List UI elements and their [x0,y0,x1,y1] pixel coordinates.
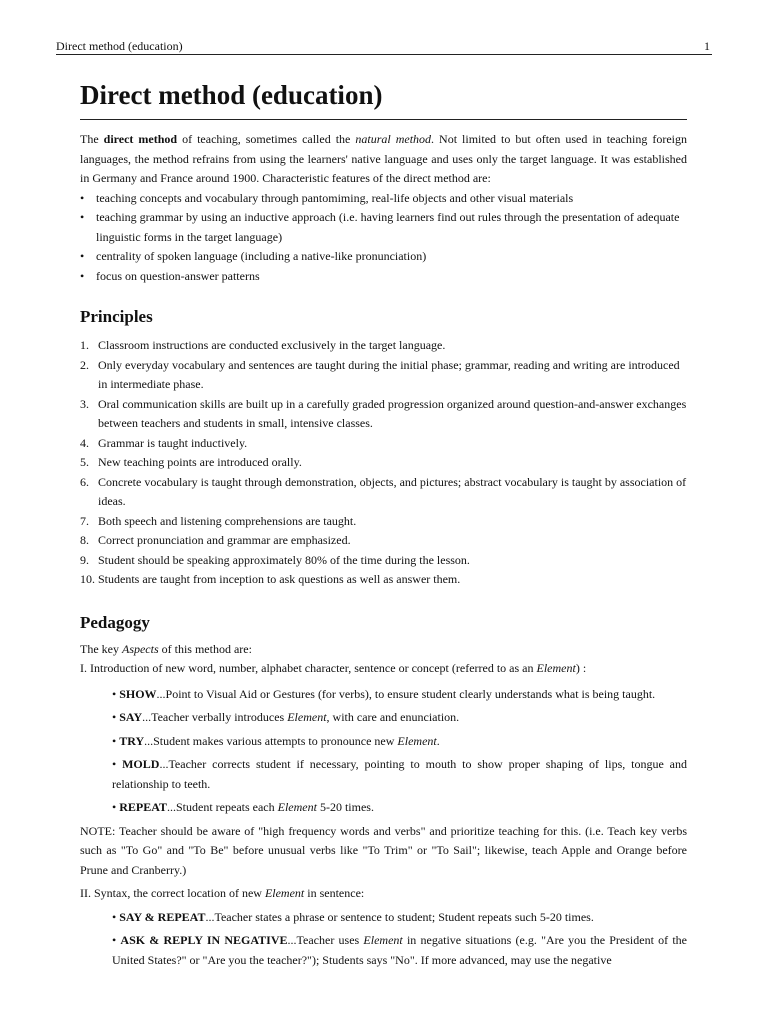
list-item: • centrality of spoken language (including a native-like pronunciation) [80,247,687,267]
step-say: • SAY...Teacher verbally introduces Element, with care and enunciation. [112,710,460,724]
page-title: Direct method (education) [80,78,687,120]
pedagogy-note: NOTE: Teacher should be aware of "high frequency words and verbs" and prioritize teaching for this. (i.e. Teach key verbs such as "To Go" and "To Be" before unusual verbs like "To Trim" or "To Sail"; likewise, teach Apple and Orange before Prune and Cranberry.) [80,823,687,877]
step-show: • SHOW...Point to Visual Aid or Gestures (for verbs), to ensure student clearly understands what is being taught. [112,686,656,701]
pedagogy-key-aspects: The key Aspects of this method are: [80,641,252,656]
step-repeat: • REPEAT...Student repeats each Element 5-20 times. [112,800,374,814]
intro-text-1: The [80,132,104,146]
list-item: 3. Oral communication skills are built up in a carefully graded progression organized around question-and-answer exchanges between teachers and students in small, intensive classes. [80,396,687,430]
step-ask-reply-negative: • ASK & REPLY IN NEGATIVE...Teacher uses Element in negative situations (e.g. "Are you the President of the United States?" or "Are you the teacher?"); Students says "No". If more advanced, may use the negative [112,933,687,967]
intro-alt-term: natural method [355,132,432,146]
principles-heading: Principles [80,307,153,326]
intro-term: direct method [103,132,178,146]
pedagogy-section-two: II. Syntax, the correct location of new Element in sentence: [80,886,365,900]
list-item: 6. Concrete vocabulary is taught through demonstration, objects, and pictures; abstract vocabulary is taught by association of ideas. [80,474,687,508]
intro-text-2: of teaching, sometimes called the [177,132,356,146]
running-title: Direct method (education) [56,39,183,53]
intro-text-3: . Not limited to but often used in teaching foreign languages, the method refrains from using the learners' native language and uses only the target language. It was established in Germany and France around 1900. Characteristic features of the direct method are: [80,132,687,185]
list-item: 9. Student should be speaking approximately 80% of the time during the lesson. [80,552,470,567]
step-mold: • MOLD...Teacher corrects student if necessary, pointing to mouth to show proper shaping of lips, tongue and relationship to teeth. [112,757,688,791]
list-item: • focus on question-answer patterns [80,267,687,287]
pedagogy-section-one: I. Introduction of new word, number, alphabet character, sentence or concept (referred to as an Element) : [80,661,587,675]
principles-list [80,336,687,590]
features-list [80,189,687,287]
running-header [56,38,712,55]
list-item: • teaching grammar by using an inductive approach (i.e. having learners find out rules through the presentation of adequate linguistic forms in the target language) [80,208,687,247]
page-number: 1 [704,39,710,53]
list-item: 5. New teaching points are introduced orally. [80,455,302,469]
list-item: • teaching concepts and vocabulary through pantomiming, real-life objects and other visual materials [80,189,687,209]
list-item: 8. Correct pronunciation and grammar are emphasized. [80,533,351,547]
intro-paragraph [80,130,687,189]
pedagogy-heading: Pedagogy [80,612,150,632]
list-item: 2. Only everyday vocabulary and sentences are taught during the initial phase; grammar, reading and writing are introduced in intermediate phase. [80,357,680,391]
list-item: 7. Both speech and listening comprehensions are taught. [80,513,357,528]
step-say-repeat: • SAY & REPEAT...Teacher states a phrase or sentence to student; Student repeats such 5-20 times. [112,909,594,924]
step-try: • TRY...Student makes various attempts to pronounce new Element. [112,733,440,748]
list-item: 4. Grammar is taught inductively. [80,435,248,450]
list-item: 10. Students are taught from inception to ask questions as well as answer them. [80,572,461,586]
list-item: 1. Classroom instructions are conducted exclusively in the target language. [80,338,446,352]
article-body [80,78,687,970]
